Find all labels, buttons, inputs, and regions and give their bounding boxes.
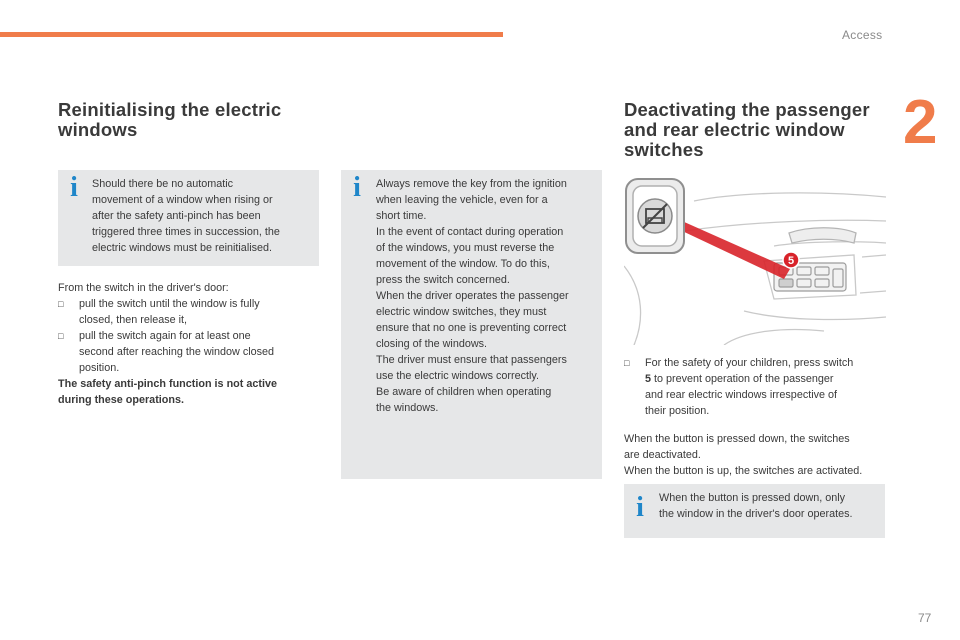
left-info-line: Should there be no automatic <box>92 178 234 190</box>
right-title-line1: Deactivating the passenger <box>624 99 870 120</box>
page-number: 77 <box>918 611 932 625</box>
right-body <box>624 355 890 479</box>
middle-info-text <box>376 176 600 416</box>
middle-info-line: ensure that no one is preventing correct <box>376 322 567 334</box>
left-info-line: movement of a window when rising or <box>92 194 273 206</box>
para-line: When the button is pressed down, the switches <box>624 433 850 445</box>
callout-number: 5 <box>787 255 795 267</box>
bullet-line: closed, then release it, <box>79 314 188 326</box>
middle-info-line: The driver must ensure that passengers <box>376 354 567 366</box>
left-bullet-1 <box>58 296 324 328</box>
right-title-line3: switches <box>624 139 704 160</box>
bullet-line: position. <box>79 362 120 374</box>
section-label: Access <box>842 28 883 42</box>
header-accent-bar <box>0 32 503 37</box>
left-warning <box>58 376 324 408</box>
middle-info-line: electric window switches, they must <box>376 306 547 318</box>
middle-info-box <box>341 170 602 479</box>
para-line: When the button is up, the switches are activated. <box>624 465 863 477</box>
bullet-line-rest: to prevent operation of the passenger <box>651 373 834 385</box>
right-info-text <box>659 490 883 522</box>
bullet-line: pull the switch again for at least one <box>79 330 251 342</box>
left-info-line: triggered three times in succession, the <box>92 226 280 238</box>
middle-info-line: movement of the window. To do this, <box>376 258 550 270</box>
middle-info-line: closing of the windows. <box>376 338 488 350</box>
bullet-line: For the safety of your children, press switch <box>645 357 854 369</box>
info-icon: i <box>70 172 78 203</box>
right-paragraph <box>624 431 890 479</box>
middle-info-line: Be aware of children when operating <box>376 386 552 398</box>
left-info-line: electric windows must be reinitialised. <box>92 242 273 254</box>
right-section-title <box>624 100 870 160</box>
left-bullet-2 <box>58 328 324 376</box>
bullet-marker-icon: □ <box>58 331 64 341</box>
info-icon: i <box>353 172 361 203</box>
middle-info-line: the windows. <box>376 402 439 414</box>
middle-info-line: when leaving the vehicle, even for a <box>376 194 548 206</box>
door-switch-illustration <box>624 171 886 345</box>
left-title-line1: Reinitialising the electric <box>58 99 282 120</box>
bullet-marker-icon: □ <box>624 358 630 368</box>
middle-info-line: press the switch concerned. <box>376 274 510 286</box>
middle-info-line: When the driver operates the passenger <box>376 290 569 302</box>
switch-number: 5 <box>645 373 652 385</box>
door-handle <box>789 228 856 243</box>
chapter-number: 2 <box>903 88 938 157</box>
para-line: are deactivated. <box>624 449 701 461</box>
bullet-line: their position. <box>645 405 710 417</box>
left-intro: From the switch in the driver's door: <box>58 282 229 294</box>
left-section-title <box>58 100 281 140</box>
warning-line: during these operations. <box>58 394 184 406</box>
left-info-box <box>58 170 319 266</box>
bullet-line: second after reaching the window closed <box>79 346 275 358</box>
bullet-line <box>645 371 890 387</box>
bullet-marker-icon: □ <box>58 299 64 309</box>
right-info-box <box>624 484 885 538</box>
middle-info-line: In the event of contact during operation <box>376 226 564 238</box>
bullet-line: and rear electric windows irrespective of <box>645 389 838 401</box>
right-info-line: When the button is pressed down, only <box>659 492 846 504</box>
middle-info-line: of the windows, you must reverse the <box>376 242 555 254</box>
left-info-text <box>92 176 314 256</box>
zoomed-switch-inset <box>626 179 684 253</box>
middle-info-line: use the electric windows correctly. <box>376 370 540 382</box>
callout-leader <box>678 221 790 279</box>
info-icon: i <box>636 492 644 523</box>
left-title-line2: windows <box>58 119 138 140</box>
right-info-line: the window in the driver's door operates. <box>659 508 853 520</box>
right-bullet <box>624 355 890 419</box>
left-info-line: after the safety anti-pinch has been <box>92 210 261 222</box>
middle-info-line: short time. <box>376 210 427 222</box>
left-body <box>58 280 324 408</box>
warning-line: The safety anti-pinch function is not active <box>58 378 277 390</box>
right-title-line2: and rear electric window <box>624 119 845 140</box>
middle-info-line: Always remove the key from the ignition <box>376 178 567 190</box>
bullet-line: pull the switch until the window is fully <box>79 298 260 310</box>
